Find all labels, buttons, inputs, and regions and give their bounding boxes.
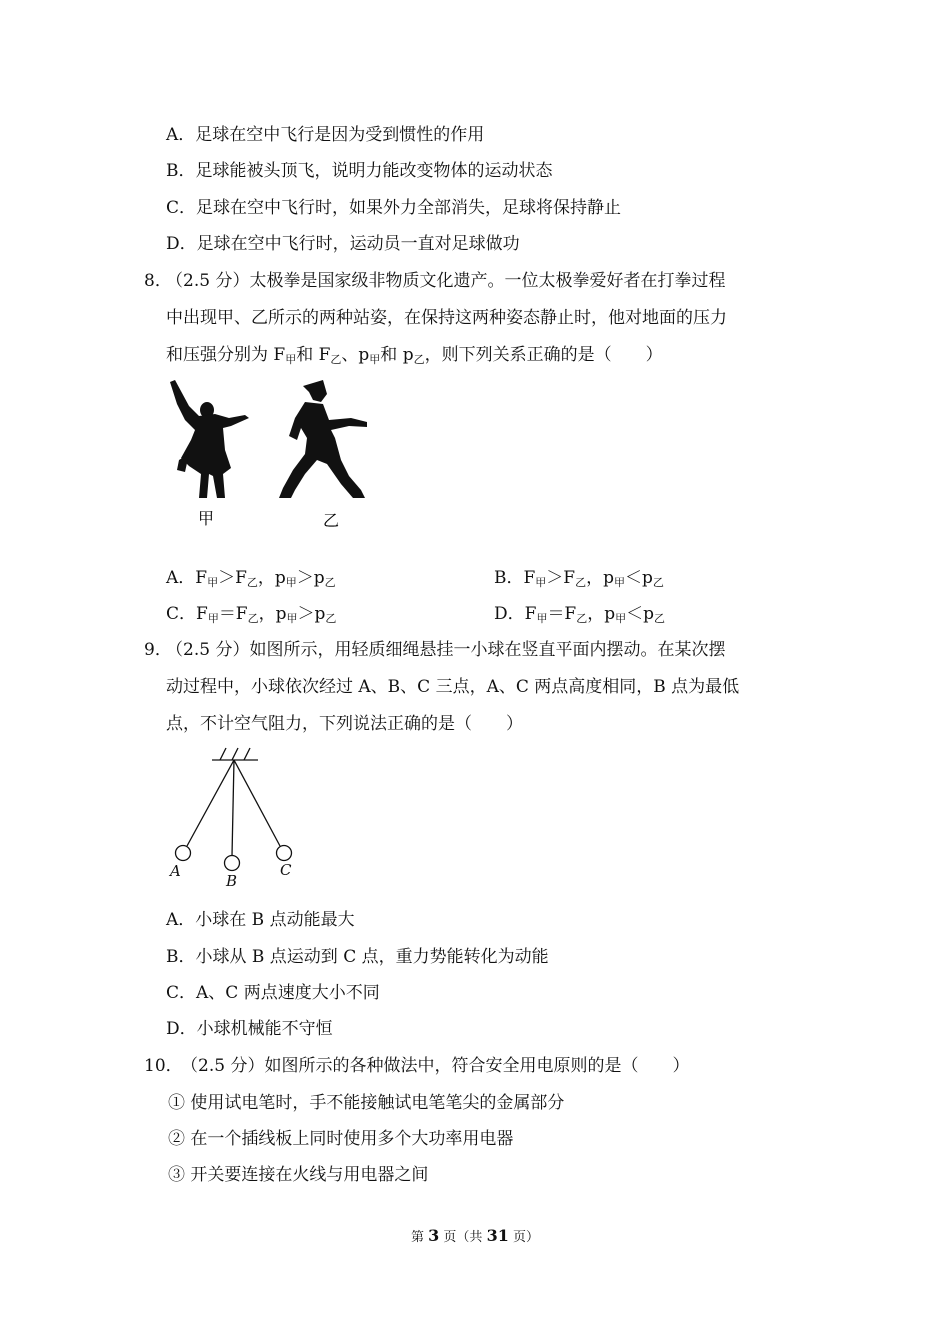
pendulum-label-b: B [226,872,238,890]
taichi-figure [165,378,380,538]
q8-stem-line3: 和压强分别为 $F_甲$和 $F_乙$、$p_甲$和 $p_乙$，则下列关系正确的是（ ） [166,345,663,366]
taichi-pose-jia-silhouette [170,380,249,498]
q9-option-b: B．小球从 B 点运动到 C 点，重力势能转化为动能 [166,947,549,967]
q9-number: 9． [144,640,172,660]
pendulum-string-b [232,760,234,856]
pendulum-label-c: C [280,861,292,879]
q9-stem-line2: 动过程中，小球依次经过 A、B、C 三点，A、C 两点高度相同，B 点为最低 [166,677,740,697]
pendulum-label-a: A [170,862,181,880]
pendulum-ball-a [176,846,191,861]
q7-option-d: D．足球在空中飞行时，运动员一直对足球做功 [166,234,520,254]
q8-option-d: D．$F_甲=F_乙$，$p_甲<p_乙$ [494,604,666,625]
q10-stem-line1: （2.5 分）如图所示的各种做法中，符合安全用电原则的是（ ） [181,1056,690,1076]
q10-number: 10． [144,1056,183,1076]
q9-stem-line3: 点，不计空气阻力，下列说法正确的是（ ） [166,714,523,734]
q8-stem-line2: 中出现甲、乙所示的两种站姿，在保持这两种姿态静止时，他对地面的压力 [166,308,727,328]
q10-item-3: ③ 开关要连接在火线与用电器之间 [168,1165,429,1185]
q7-option-c: C．足球在空中飞行时，如果外力全部消失，足球将保持静止 [166,198,622,218]
q8-stem-line1: （2.5 分）太极拳是国家级非物质文化遗产。一位太极拳爱好者在打拳过程 [166,271,726,291]
q7-option-b: B．足球能被头顶飞，说明力能改变物体的运动状态 [166,161,553,181]
q10-item-2: ② 在一个插线板上同时使用多个大功率用电器 [168,1129,514,1149]
q9-option-d: D．小球机械能不守恒 [166,1019,333,1039]
q9-stem-line1: （2.5 分）如图所示，用轻质细绳悬挂一小球在竖直平面内摆动。在某次摆 [166,640,726,660]
q8-option-a: A．$F_甲>F_乙$，$p_甲>p_乙$ [166,568,336,589]
q7-option-a: A．足球在空中飞行是因为受到惯性的作用 [166,125,485,145]
q8-option-c: C．$F_甲=F_乙$，$p_甲>p_乙$ [166,604,337,625]
page-footer: 第 3 页（共 31 页） [411,1226,539,1245]
page-total: 31 [486,1226,509,1245]
pendulum-hatch [220,748,226,760]
taichi-label-jia: 甲 [198,509,215,528]
pendulum-ball-c [277,846,292,861]
q10-item-1: ① 使用试电笔时，手不能接触试电笔笔尖的金属部分 [168,1093,565,1113]
pendulum-string-a [187,760,234,846]
pendulum-hatch [232,748,238,760]
pendulum-ball-b [225,856,240,871]
q8-option-b: B．$F_甲>F_乙$，$p_甲<p_乙$ [494,568,664,589]
taichi-pose-yi-silhouette [279,380,367,498]
q9-option-a: A．小球在 B 点动能最大 [166,910,355,930]
taichi-label-yi: 乙 [323,511,340,530]
page-number: 3 [428,1226,440,1245]
pendulum-hatch [244,748,250,760]
pendulum-string-c [234,760,280,846]
pendulum-figure [160,742,310,892]
q8-number: 8． [144,271,172,291]
q9-option-c: C．A、C 两点速度大小不同 [166,983,380,1003]
